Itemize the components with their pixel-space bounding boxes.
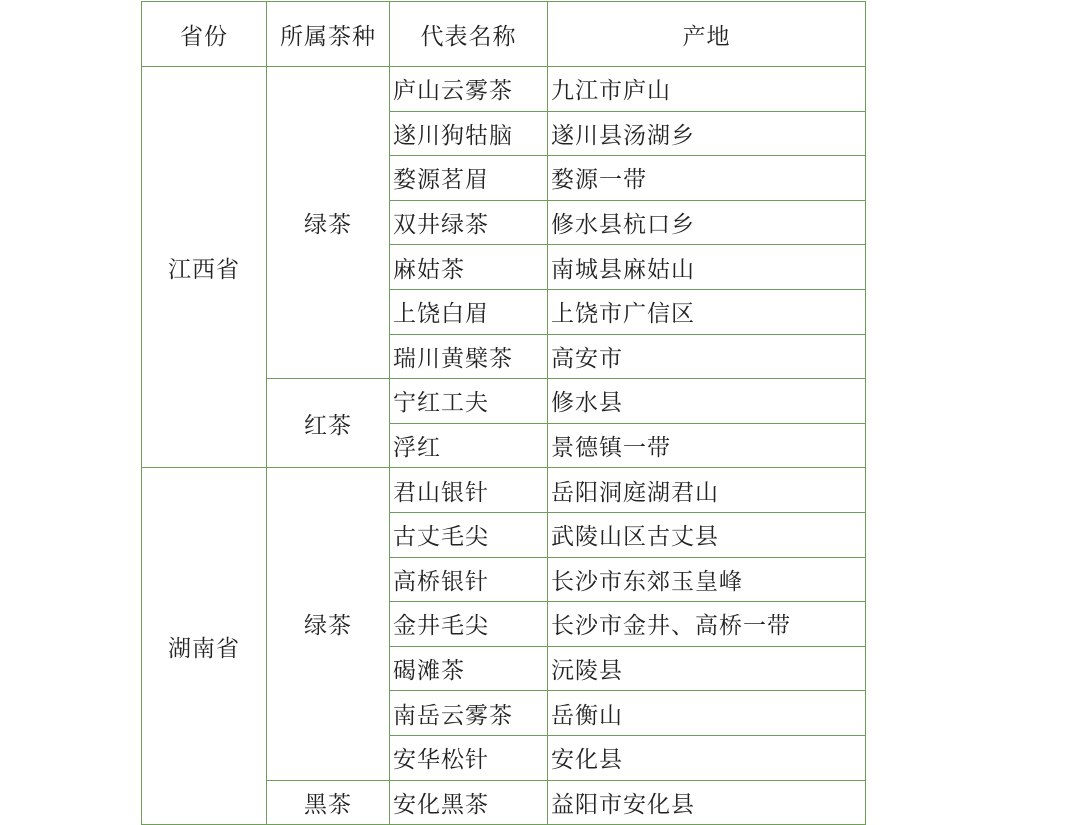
tea-name-cell: 南岳云雾茶 (390, 691, 548, 736)
tea-name-cell: 宁红工夫 (390, 379, 548, 424)
table-row (142, 67, 866, 112)
tea-name-cell: 君山银针 (390, 468, 548, 513)
tea-type-cell: 绿茶 (267, 67, 390, 379)
origin-cell: 益阳市安化县 (548, 780, 866, 825)
tea-name-cell: 上饶白眉 (390, 289, 548, 334)
origin-cell: 岳衡山 (548, 691, 866, 736)
origin-cell: 岳阳洞庭湖君山 (548, 468, 866, 513)
origin-cell: 沅陵县 (548, 646, 866, 691)
origin-cell: 安化县 (548, 735, 866, 780)
table-row (142, 468, 866, 513)
header-origin: 产地 (548, 2, 866, 67)
origin-cell: 长沙市东郊玉皇峰 (548, 557, 866, 602)
origin-cell: 南城县麻姑山 (548, 245, 866, 290)
tea-name-cell: 安华松针 (390, 735, 548, 780)
tea-name-cell: 安化黑茶 (390, 780, 548, 825)
tea-name-cell: 瑞川黄檗茶 (390, 334, 548, 379)
origin-cell: 修水县 (548, 379, 866, 424)
header-province: 省份 (142, 2, 267, 67)
tea-name-cell: 庐山云雾茶 (390, 67, 548, 112)
tea-origin-table (141, 1, 866, 825)
origin-cell: 婺源一带 (548, 156, 866, 201)
tea-name-cell: 碣滩茶 (390, 646, 548, 691)
origin-cell: 遂川县汤湖乡 (548, 111, 866, 156)
tea-name-cell: 遂川狗牯脑 (390, 111, 548, 156)
origin-cell: 上饶市广信区 (548, 289, 866, 334)
origin-cell: 武陵山区古丈县 (548, 512, 866, 557)
origin-cell: 九江市庐山 (548, 67, 866, 112)
tea-type-cell: 绿茶 (267, 468, 390, 780)
origin-cell: 修水县杭口乡 (548, 200, 866, 245)
origin-cell: 高安市 (548, 334, 866, 379)
province-cell: 江西省 (142, 67, 267, 468)
tea-type-cell: 黑茶 (267, 780, 390, 825)
tea-name-cell: 古丈毛尖 (390, 512, 548, 557)
origin-cell: 长沙市金井、高桥一带 (548, 602, 866, 647)
header-row (142, 2, 866, 67)
tea-name-cell: 金井毛尖 (390, 602, 548, 647)
header-name: 代表名称 (390, 2, 548, 67)
tea-name-cell: 麻姑茶 (390, 245, 548, 290)
table-body (142, 67, 866, 825)
tea-name-cell: 双井绿茶 (390, 200, 548, 245)
tea-name-cell: 婺源茗眉 (390, 156, 548, 201)
header-tea-type: 所属茶种 (267, 2, 390, 67)
province-cell: 湖南省 (142, 468, 267, 825)
tea-name-cell: 浮红 (390, 423, 548, 468)
tea-name-cell: 高桥银针 (390, 557, 548, 602)
tea-type-cell: 红茶 (267, 379, 390, 468)
origin-cell: 景德镇一带 (548, 423, 866, 468)
